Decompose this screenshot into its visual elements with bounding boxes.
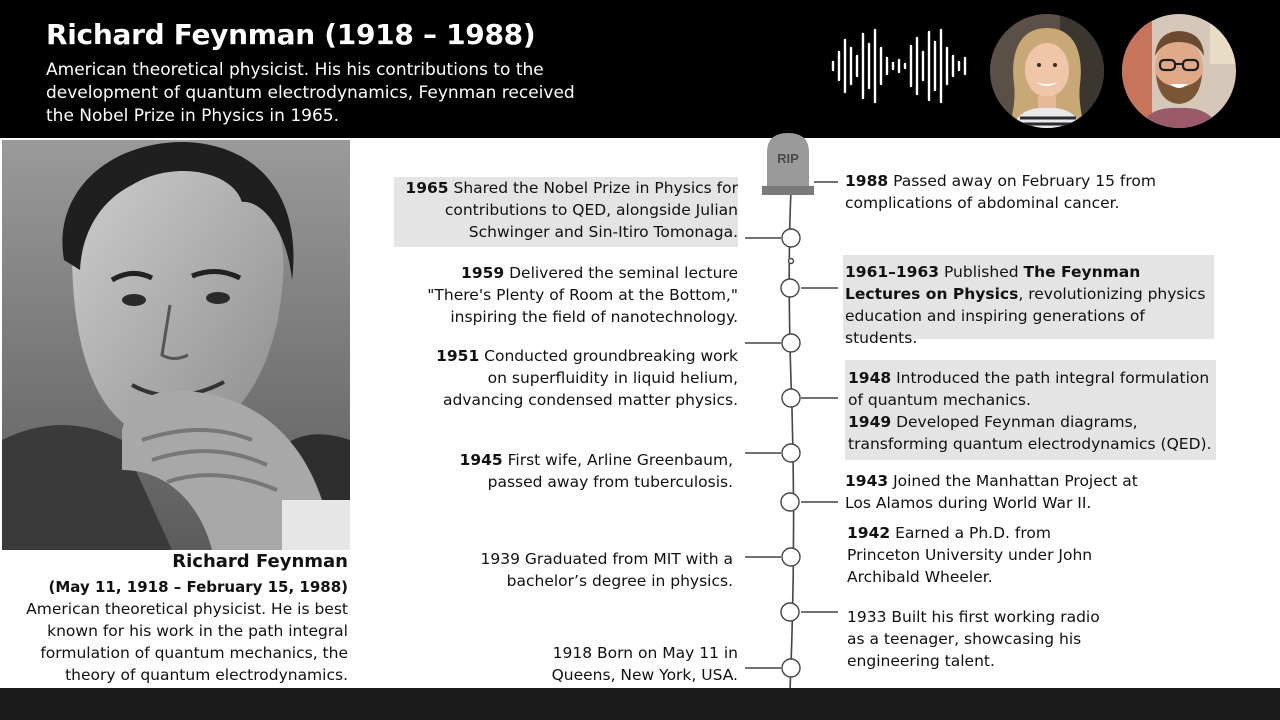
node-1943 <box>781 493 799 511</box>
node-1948 <box>782 389 800 407</box>
event-1918: 1918 Born on May 11 in Queens, New York, USA. <box>551 644 738 684</box>
page-title: Richard Feynman (1918 – 1988) <box>46 18 536 51</box>
sound-wave-icon <box>830 26 970 106</box>
event-1949: 1949 Developed Feynman diagrams, transforming quantum electrodynamics (QED). <box>848 413 1212 453</box>
event-1988: 1988 Passed away on February 15 from complications of abdominal cancer. <box>845 172 1157 212</box>
event-1933: 1933 Built his first working radio as a teenager, showcasing his engineering talent. <box>847 608 1100 670</box>
node-1965 <box>782 229 800 247</box>
event-1948: 1948 Introduced the path integral formulation of quantum mechanics. <box>848 369 1210 409</box>
page-subtitle: American theoretical physicist. His his contributions to the development of quantum electrodynamics, Feynman received the Nobel Prize in Physics in 1965. <box>46 60 575 126</box>
timeline-spine <box>740 130 850 690</box>
node-1959 <box>782 334 800 352</box>
node-1918 <box>782 659 800 677</box>
node-1933 <box>781 603 799 621</box>
node-1961 <box>781 279 799 297</box>
header-banner <box>0 0 1280 138</box>
footer-bar <box>0 688 1280 720</box>
event-1942: 1942 Earned a Ph.D. from Princeton University under John Archibald Wheeler. <box>847 524 1093 586</box>
node-1939 <box>782 548 800 566</box>
caption-dates: (May 11, 1918 – February 15, 1988) <box>48 578 348 596</box>
event-1959: 1959 Delivered the seminal lecture "There's Plenty of Room at the Bottom," inspiring the field of nanotechnology. <box>427 264 738 326</box>
event-1939: 1939 Graduated from MIT with a bachelor’s degree in physics. <box>480 550 733 590</box>
feynman-portrait <box>2 140 350 550</box>
event-1948-1949 <box>845 360 1216 460</box>
node-1945 <box>782 444 800 462</box>
host-avatar-male <box>1122 14 1236 128</box>
event-1945: 1945 First wife, Arline Greenbaum, passed away from tuberculosis. <box>459 451 733 491</box>
event-1943: 1943 Joined the Manhattan Project at Los Alamos during World War II. <box>845 472 1138 512</box>
caption-name: Richard Feynman <box>172 551 348 572</box>
event-1951: 1951 Conducted groundbreaking work on superfluidity in liquid helium, advancing condensed matter physics. <box>436 347 738 409</box>
caption-description: American theoretical physicist. He is best known for his work in the path integral formulation of quantum mechanics, the theory of quantum electrodynamics. <box>26 600 348 684</box>
event-1961: 1961–1963 Published The Feynman Lectures on Physics, revolutionizing physics education and inspiring generations of students. <box>843 255 1214 339</box>
host-avatar-female <box>990 14 1104 128</box>
event-1965: 1965 Shared the Nobel Prize in Physics for contributions to QED, alongside Julian Schwinger and Sin-Itiro Tomonaga. <box>394 177 738 247</box>
tombstone-label: RIP <box>777 151 799 166</box>
